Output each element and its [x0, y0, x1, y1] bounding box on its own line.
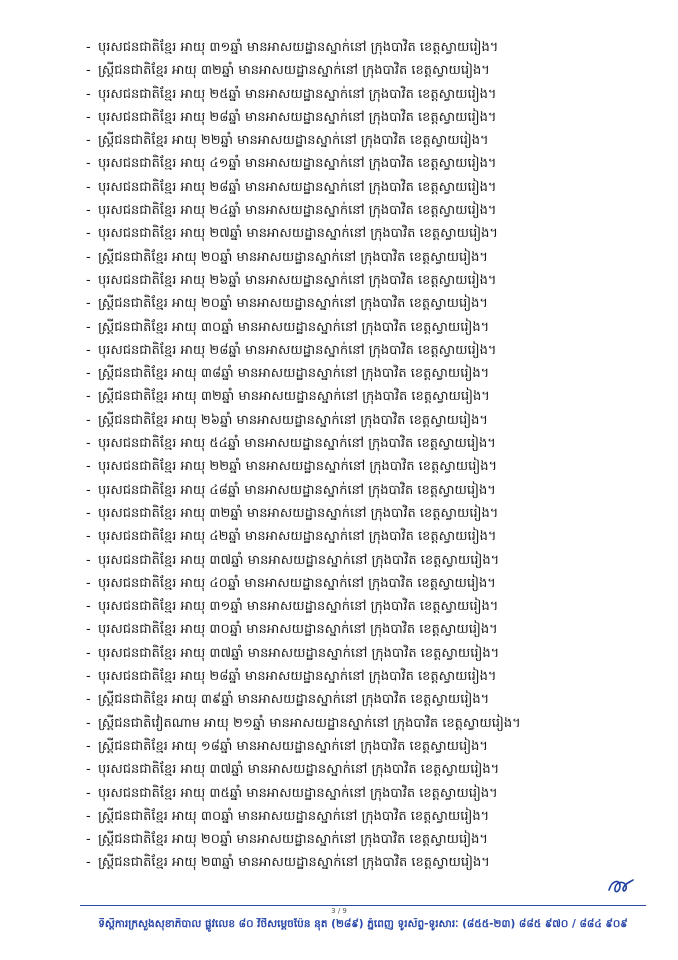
- signature: [606, 876, 636, 898]
- list-item: [86, 572, 646, 595]
- list-item: [86, 409, 646, 432]
- footer-rule: [80, 905, 646, 906]
- bullet-dash: -: [86, 505, 91, 521]
- bullet-dash: -: [86, 599, 91, 615]
- list-item: [86, 782, 646, 805]
- list-item: [86, 595, 646, 618]
- list-item: [86, 618, 646, 641]
- list-item-text: បុរសជនជាតិខ្មែរ អាយុ ៣៧ឆ្នាំ មានអាសយដ្ឋានស្នាក់នៅ ក្រុងបាវិត ខេត្តស្វាយរៀង។: [98, 645, 500, 661]
- bullet-dash: -: [86, 179, 91, 195]
- bullet-dash: -: [86, 855, 91, 871]
- list-item-text: ស្ត្រីជនជាតិខ្មែរ អាយុ ៣៨ឆ្នាំ មានអាសយដ្ឋានស្នាក់នៅ ក្រុងបាវិត ខេត្តស្វាយរៀង។: [98, 366, 490, 382]
- list-item: [86, 269, 646, 292]
- list-item: [86, 339, 646, 362]
- list-item-text: បុរសជនជាតិខ្មែរ អាយុ ៣២ឆ្នាំ មានអាសយដ្ឋានស្នាក់នៅ ក្រុងបាវិត ខេត្តស្វាយរៀង។: [98, 505, 499, 521]
- list-item-text: បុរសជនជាតិខ្មែរ អាយុ ២៤ឆ្នាំ មានអាសយដ្ឋានស្នាក់នៅ ក្រុងបាវិត ខេត្តស្វាយរៀង។: [98, 203, 497, 219]
- list-item: [86, 828, 646, 851]
- bullet-dash: -: [86, 133, 91, 149]
- bullet-dash: -: [86, 366, 91, 382]
- list-item: [86, 176, 646, 199]
- list-item-text: បុរសជនជាតិខ្មែរ អាយុ ៣១ឆ្នាំ មានអាសយដ្ឋានស្នាក់នៅ ក្រុងបាវិត ខេត្តស្វាយរៀង។: [98, 40, 499, 55]
- bullet-dash: -: [86, 622, 91, 638]
- list-item: [86, 479, 646, 502]
- list-item: [86, 432, 646, 455]
- bullet-dash: -: [86, 575, 91, 591]
- bullet-dash: -: [86, 249, 91, 265]
- list-item: [86, 36, 646, 59]
- list-item: [86, 83, 646, 106]
- bullet-dash: -: [86, 529, 91, 545]
- bullet-dash: -: [86, 692, 91, 708]
- list-item-text: ស្ត្រីជនជាតិខ្មែរ អាយុ ២០ឆ្នាំ មានអាសយដ្ឋានស្នាក់នៅ ក្រុងបាវិត ខេត្តស្វាយរៀង។: [98, 832, 488, 848]
- bullet-dash: -: [86, 226, 91, 242]
- bullet-dash: -: [86, 762, 91, 778]
- list-item: [86, 152, 646, 175]
- bullet-dash: -: [86, 808, 91, 824]
- footer-address: ទីស្តីការក្រសួងសុខាភិបាល ផ្លូវលេខ ៨០ វិថីសម្តេចប៉ែន នុត (២៨៩) ភ្នំពេញ ទូរស័ព្ទ-ទូរសារៈ (៨៥៥-២៣) ៨៨៥ ៩៧០ / ៨៨៤ ៩០៩: [98, 918, 628, 930]
- bullet-dash: -: [86, 459, 91, 475]
- list-item-text: ស្ត្រីជនជាតិខ្មែរ អាយុ ៣៩ឆ្នាំ មានអាសយដ្ឋានស្នាក់នៅ ក្រុងបាវិត ខេត្តស្វាយរៀង។: [98, 692, 490, 708]
- list-item-text: បុរសជនជាតិខ្មែរ អាយុ ៣៧ឆ្នាំ មានអាសយដ្ឋានស្នាក់នៅ ក្រុងបាវិត ខេត្តស្វាយរៀង។: [98, 762, 500, 778]
- bullet-dash: -: [86, 436, 91, 452]
- list-item-text: បុរសជនជាតិខ្មែរ អាយុ ៤៨ឆ្នាំ មានអាសយដ្ឋានស្នាក់នៅ ក្រុងបាវិត ខេត្តស្វាយរៀង។: [98, 482, 496, 498]
- bullet-dash: -: [86, 342, 91, 358]
- list-item-text: ស្ត្រីជនជាតិវៀតណាម អាយុ ២១ឆ្នាំ មានអាសយដ្ឋានស្នាក់នៅ ក្រុងបាវិត ខេត្តស្វាយរៀង។: [98, 715, 521, 731]
- list-item-text: ស្ត្រីជនជាតិខ្មែរ អាយុ ១៨ឆ្នាំ មានអាសយដ្ឋានស្នាក់នៅ ក្រុងបាវិត ខេត្តស្វាយរៀង។: [98, 738, 488, 754]
- list-item-text: បុរសជនជាតិខ្មែរ អាយុ ២៨ឆ្នាំ មានអាសយដ្ឋានស្នាក់នៅ ក្រុងបាវិត ខេត្តស្វាយរៀង។: [98, 342, 497, 358]
- list-item-text: បុរសជនជាតិខ្មែរ អាយុ ២៨ឆ្នាំ មានអាសយដ្ឋានស្នាក់នៅ ក្រុងបាវិត ខេត្តស្វាយរៀង។: [98, 109, 497, 125]
- list-item-text: បុរសជនជាតិខ្មែរ អាយុ ៣៧ឆ្នាំ មានអាសយដ្ឋានស្នាក់នៅ ក្រុងបាវិត ខេត្តស្វាយរៀង។: [98, 552, 500, 568]
- bullet-dash: -: [86, 389, 91, 405]
- list-item-text: ស្ត្រីជនជាតិខ្មែរ អាយុ ៣០ឆ្នាំ មានអាសយដ្ឋានស្នាក់នៅ ក្រុងបាវិត ខេត្តស្វាយរៀង។: [98, 808, 490, 824]
- page-number: 3 / 9: [331, 907, 347, 915]
- list-item-text: បុរសជនជាតិខ្មែរ អាយុ ៣៥ឆ្នាំ មានអាសយដ្ឋានស្នាក់នៅ ក្រុងបាវិត ខេត្តស្វាយរៀង។: [98, 785, 498, 801]
- list-item: [86, 59, 646, 82]
- list-item-text: បុរសជនជាតិខ្មែរ អាយុ ២៥ឆ្នាំ មានអាសយដ្ឋានស្នាក់នៅ ក្រុងបាវិត ខេត្តស្វាយរៀង។: [98, 86, 497, 102]
- bullet-dash: -: [86, 832, 91, 848]
- list-item: [86, 642, 646, 665]
- list-item: [86, 688, 646, 711]
- list-item: [86, 246, 646, 269]
- list-item-text: ស្ត្រីជនជាតិខ្មែរ អាយុ ២០ឆ្នាំ មានអាសយដ្ឋានស្នាក់នៅ ក្រុងបាវិត ខេត្តស្វាយរៀង។: [98, 296, 488, 312]
- bullet-dash: -: [86, 40, 91, 55]
- list-item: [86, 758, 646, 781]
- list-item: [86, 199, 646, 222]
- bullet-dash: -: [86, 156, 91, 172]
- list-item-text: បុរសជនជាតិខ្មែរ អាយុ ៤០ឆ្នាំ មានអាសយដ្ឋានស្នាក់នៅ ក្រុងបាវិត ខេត្តស្វាយរៀង។: [98, 575, 496, 591]
- bullet-dash: -: [86, 715, 91, 731]
- list-item: [86, 292, 646, 315]
- list-item: [86, 549, 646, 572]
- list-item-text: ស្ត្រីជនជាតិខ្មែរ អាយុ ២២ឆ្នាំ មានអាសយដ្ឋានស្នាក់នៅ ក្រុងបាវិត ខេត្តស្វាយរៀង។: [98, 133, 489, 149]
- bullet-dash: -: [86, 296, 91, 312]
- case-list: [86, 36, 646, 875]
- list-item-text: ស្ត្រីជនជាតិខ្មែរ អាយុ ២០ឆ្នាំ មានអាសយដ្ឋានស្នាក់នៅ ក្រុងបាវិត ខេត្តស្វាយរៀង។: [98, 249, 488, 265]
- list-item-text: បុរសជនជាតិខ្មែរ អាយុ ៣០ឆ្នាំ មានអាសយដ្ឋានស្នាក់នៅ ក្រុងបាវិត ខេត្តស្វាយរៀង។: [98, 622, 498, 638]
- list-item-text: បុរសជនជាតិខ្មែរ អាយុ ២៦ឆ្នាំ មានអាសយដ្ឋានស្នាក់នៅ ក្រុងបាវិត ខេត្តស្វាយរៀង។: [98, 272, 497, 288]
- list-item-text: បុរសជនជាតិខ្មែរ អាយុ ៥៤ឆ្នាំ មានអាសយដ្ឋានស្នាក់នៅ ក្រុងបាវិត ខេត្តស្វាយរៀង។: [98, 436, 496, 452]
- list-item: [86, 735, 646, 758]
- list-item: [86, 525, 646, 548]
- list-item: [86, 222, 646, 245]
- bullet-dash: -: [86, 86, 91, 102]
- list-item-text: បុរសជនជាតិខ្មែរ អាយុ ២៨ឆ្នាំ មានអាសយដ្ឋានស្នាក់នៅ ក្រុងបាវិត ខេត្តស្វាយរៀង។: [98, 179, 497, 195]
- list-item-text: ស្ត្រីជនជាតិខ្មែរ អាយុ ៣២ឆ្នាំ មានអាសយដ្ឋានស្នាក់នៅ ក្រុងបាវិត ខេត្តស្វាយរៀង។: [98, 389, 490, 405]
- list-item: [86, 106, 646, 129]
- list-item: [86, 805, 646, 828]
- list-item: [86, 385, 646, 408]
- list-item-text: បុរសជនជាតិខ្មែរ អាយុ ៣១ឆ្នាំ មានអាសយដ្ឋានស្នាក់នៅ ក្រុងបាវិត ខេត្តស្វាយរៀង។: [98, 599, 499, 615]
- list-item-text: បុរសជនជាតិខ្មែរ អាយុ ២៨ឆ្នាំ មានអាសយដ្ឋានស្នាក់នៅ ក្រុងបាវិត ខេត្តស្វាយរៀង។: [98, 669, 497, 685]
- list-item: [86, 665, 646, 688]
- list-item-text: ស្ត្រីជនជាតិខ្មែរ អាយុ ៣០ឆ្នាំ មានអាសយដ្ឋានស្នាក់នៅ ក្រុងបាវិត ខេត្តស្វាយរៀង។: [98, 319, 490, 335]
- bullet-dash: -: [86, 645, 91, 661]
- list-item-text: បុរសជនជាតិខ្មែរ អាយុ ៤១ឆ្នាំ មានអាសយដ្ឋានស្នាក់នៅ ក្រុងបាវិត ខេត្តស្វាយរៀង។: [98, 156, 497, 172]
- bullet-dash: -: [86, 272, 91, 288]
- list-item: [86, 712, 646, 735]
- list-item-text: ស្ត្រីជនជាតិខ្មែរ អាយុ ២៦ឆ្នាំ មានអាសយដ្ឋានស្នាក់នៅ ក្រុងបាវិត ខេត្តស្វាយរៀង។: [98, 412, 488, 428]
- bullet-dash: -: [86, 738, 91, 754]
- bullet-dash: -: [86, 552, 91, 568]
- bullet-dash: -: [86, 203, 91, 219]
- list-item: [86, 129, 646, 152]
- list-item: [86, 851, 646, 874]
- bullet-dash: -: [86, 63, 91, 79]
- list-item: [86, 362, 646, 385]
- bullet-dash: -: [86, 785, 91, 801]
- list-item-text: បុរសជនជាតិខ្មែរ អាយុ ៤២ឆ្នាំ មានអាសយដ្ឋានស្នាក់នៅ ក្រុងបាវិត ខេត្តស្វាយរៀង។: [98, 529, 497, 545]
- bullet-dash: -: [86, 482, 91, 498]
- list-item-text: ស្ត្រីជនជាតិខ្មែរ អាយុ ៣២ឆ្នាំ មានអាសយដ្ឋានស្នាក់នៅ ក្រុងបាវិត ខេត្តស្វាយរៀង។: [98, 63, 490, 79]
- bullet-dash: -: [86, 109, 91, 125]
- list-item: [86, 502, 646, 525]
- bullet-dash: -: [86, 669, 91, 685]
- bullet-dash: -: [86, 319, 91, 335]
- list-item: [86, 316, 646, 339]
- bullet-dash: -: [86, 412, 91, 428]
- list-item-text: ស្ត្រីជនជាតិខ្មែរ អាយុ ២៣ឆ្នាំ មានអាសយដ្ឋានស្នាក់នៅ ក្រុងបាវិត ខេត្តស្វាយរៀង។: [98, 855, 490, 871]
- list-item-text: បុរសជនជាតិខ្មែរ អាយុ ២៧ឆ្នាំ មានអាសយដ្ឋានស្នាក់នៅ ក្រុងបាវិត ខេត្តស្វាយរៀង។: [98, 226, 498, 242]
- list-item: [86, 455, 646, 478]
- list-item-text: បុរសជនជាតិខ្មែរ អាយុ ២២ឆ្នាំ មានអាសយដ្ឋានស្នាក់នៅ ក្រុងបាវិត ខេត្តស្វាយរៀង។: [98, 459, 498, 475]
